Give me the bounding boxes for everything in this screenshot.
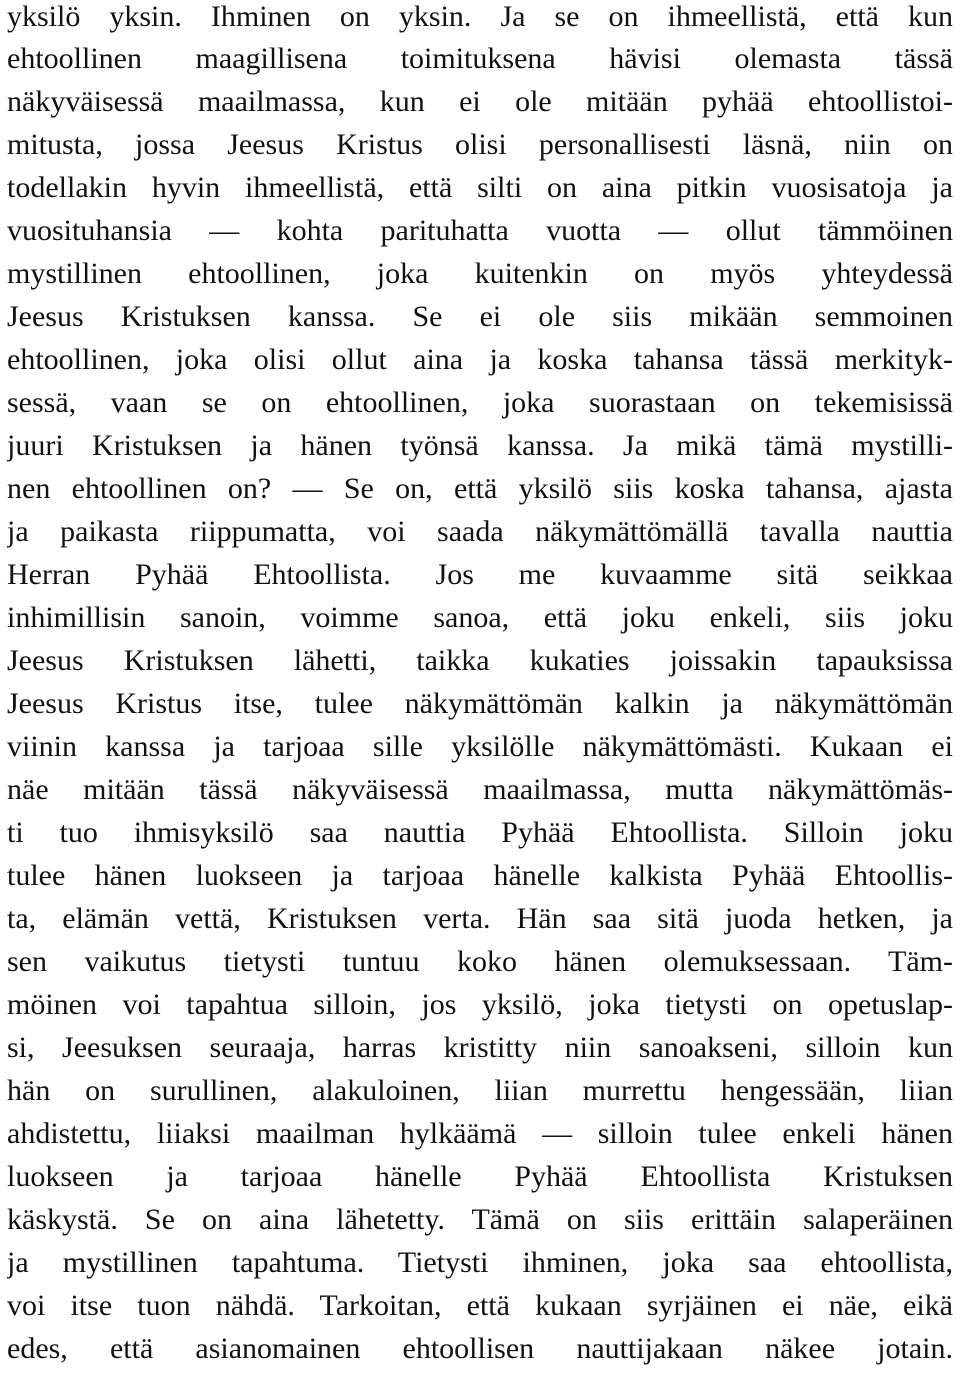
text-line: hän on surullinen, alakuloinen, liian murrettu hengessään, liian — [7, 1074, 953, 1107]
text-line: vuosituhansia — kohta parituhatta vuotta — ollut tämmöinen — [7, 214, 953, 247]
text-line: viinin kanssa ja tarjoaa sille yksilölle näkymättömästi. Kukaan ei — [7, 730, 953, 763]
text-line: Jeesus Kristus itse, tulee näkymättömän kalkin ja näkymättömän — [7, 687, 953, 720]
text-line: sen vaikutus tietysti tuntuu koko hänen olemuksessaan. Täm- — [7, 945, 953, 978]
text-line: ja paikasta riippumatta, voi saada näkymättömällä tavalla nauttia — [7, 515, 953, 548]
text-line: ti tuo ihmisyksilö saa nauttia Pyhää Ehtoollista. Silloin joku — [7, 816, 953, 849]
text-line: inhimillisin sanoin, voimme sanoa, että joku enkeli, siis joku — [7, 601, 953, 634]
text-line: ehtoollinen, joka olisi ollut aina ja koska tahansa tässä merkityk- — [7, 343, 953, 376]
text-line: Jeesus Kristuksen kanssa. Se ei ole siis mikään semmoinen — [7, 300, 953, 333]
text-line: todellakin hyvin ihmeellistä, että silti on aina pitkin vuosisatoja ja — [7, 171, 953, 204]
text-line: Jeesus Kristuksen lähetti, taikka kukaties joissakin tapauksissa — [7, 644, 953, 677]
text-line: sessä, vaan se on ehtoollinen, joka suorastaan on tekemisissä — [7, 386, 953, 419]
text-line: käskystä. Se on aina lähetetty. Tämä on siis erittäin salaperäinen — [7, 1203, 953, 1236]
text-line: ehtoollinen maagillisena toimituksena hävisi olemasta tässä — [7, 42, 953, 75]
text-line: edes, että asianomainen ehtoollisen nauttijakaan näkee jotain. — [7, 1332, 953, 1365]
text-line: luokseen ja tarjoaa hänelle Pyhää Ehtoollista Kristuksen — [7, 1160, 953, 1193]
text-line: näkyväisessä maailmassa, kun ei ole mitään pyhää ehtoollistoi- — [7, 85, 953, 118]
text-line: ta, elämän vettä, Kristuksen verta. Hän saa sitä juoda hetken, ja — [7, 902, 953, 935]
document-page — [7, 0, 953, 1377]
text-line: näe mitään tässä näkyväisessä maailmassa, mutta näkymättömäs- — [7, 773, 953, 806]
text-line: möinen voi tapahtua silloin, jos yksilö, joka tietysti on opetuslap- — [7, 988, 953, 1021]
text-line: mystillinen ehtoollinen, joka kuitenkin on myös yhteydessä — [7, 257, 953, 290]
text-line: ahdistettu, liiaksi maailman hylkäämä — silloin tulee enkeli hänen — [7, 1117, 953, 1150]
text-line: tulee hänen luokseen ja tarjoaa hänelle kalkista Pyhää Ehtoollis- — [7, 859, 953, 892]
text-line: mitusta, jossa Jeesus Kristus olisi personallisesti läsnä, niin on — [7, 128, 953, 161]
text-line: ja mystillinen tapahtuma. Tietysti ihminen, joka saa ehtoollista, — [7, 1246, 953, 1279]
text-line: nen ehtoollinen on? — Se on, että yksilö siis koska tahansa, ajasta — [7, 472, 953, 505]
text-line: voi itse tuon nähdä. Tarkoitan, että kukaan syrjäinen ei näe, eikä — [7, 1289, 953, 1322]
text-line: si, Jeesuksen seuraaja, harras kristitty niin sanoakseni, silloin kun — [7, 1031, 953, 1064]
text-line: yksilö yksin. Ihminen on yksin. Ja se on ihmeellistä, että kun — [7, 0, 953, 33]
text-line: Herran Pyhää Ehtoollista. Jos me kuvaamme sitä seikkaa — [7, 558, 953, 591]
text-line: juuri Kristuksen ja hänen työnsä kanssa. Ja mikä tämä mystilli- — [7, 429, 953, 462]
